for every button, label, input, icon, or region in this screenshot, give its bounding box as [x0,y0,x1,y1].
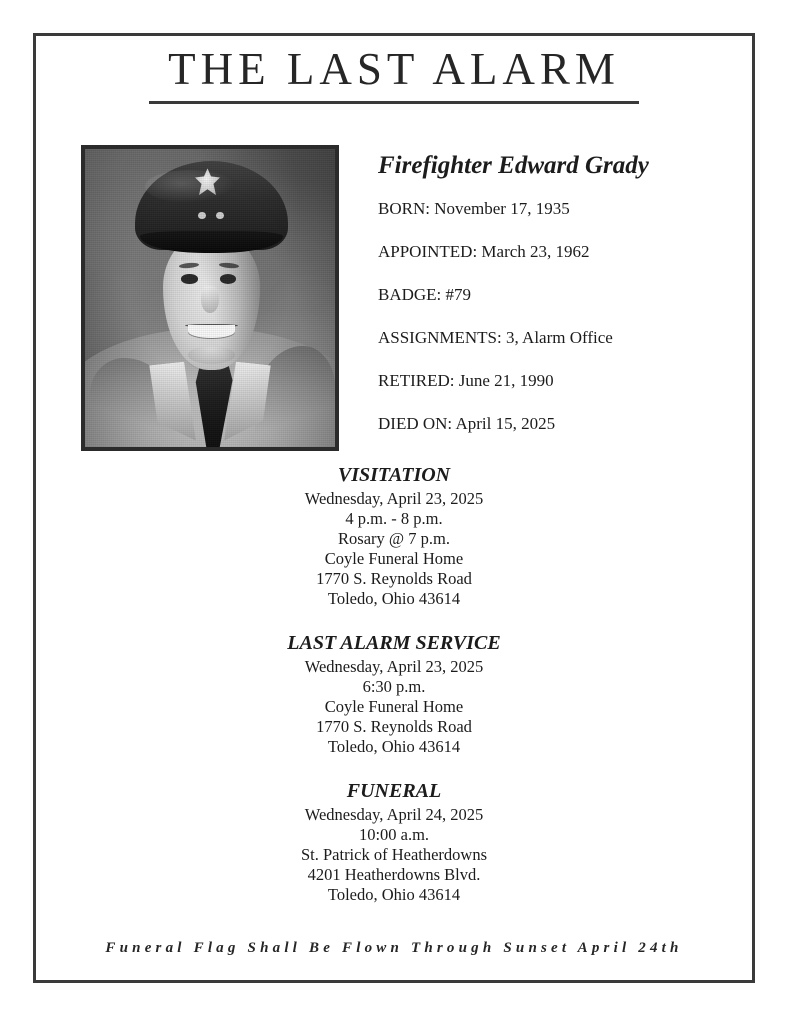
service-block-funeral [36,779,752,905]
deceased-name: Firefighter Edward Grady [378,152,649,179]
page-title: THE LAST ALARM [168,44,620,94]
service-line: Coyle Funeral Home [324,549,464,568]
service-line: 4201 Heatherdowns Blvd. [307,865,481,884]
title-block [36,40,752,104]
deceased-details [378,150,718,456]
service-line: Toledo, Ohio 43614 [327,589,461,608]
service-blocks [36,463,752,927]
service-block-last-alarm-service [36,631,752,757]
footer-flag-note: Funeral Flag Shall Be Flown Through Sunset April 24th [105,940,683,956]
service-line: 4 p.m. - 8 p.m. [345,509,443,528]
service-line: Toledo, Ohio 43614 [327,885,461,904]
service-heading-visitation: VISITATION [337,464,451,486]
service-line: St. Patrick of Heatherdowns [300,845,488,864]
detail-retired: RETIRED: June 21, 1990 [378,371,554,390]
portrait-photo [85,149,335,447]
service-line: 10:00 a.m. [358,825,430,844]
service-line: Wednesday, April 23, 2025 [304,489,484,508]
detail-appointed: APPOINTED: March 23, 1962 [378,242,590,261]
service-heading-funeral: FUNERAL [346,780,442,802]
service-block-visitation [36,463,752,609]
service-line: Coyle Funeral Home [324,697,464,716]
detail-badge: BADGE: #79 [378,285,472,304]
service-line: Wednesday, April 24, 2025 [304,805,484,824]
service-line: Wednesday, April 23, 2025 [304,657,484,676]
service-line: 1770 S. Reynolds Road [316,717,472,736]
service-line: Toledo, Ohio 43614 [327,737,461,756]
detail-assignments: ASSIGNMENTS: 3, Alarm Office [378,328,613,347]
service-line: Rosary @ 7 p.m. [338,529,450,548]
detail-born: BORN: November 17, 1935 [378,199,570,218]
portrait-vignette [85,149,335,447]
service-heading-last-alarm-service: LAST ALARM SERVICE [287,632,501,654]
portrait-photo-frame [81,145,339,451]
detail-died-on: DIED ON: April 15, 2025 [378,414,556,433]
service-line: 6:30 p.m. [362,677,426,696]
title-divider-rule [149,101,639,104]
service-line: 1770 S. Reynolds Road [316,569,472,588]
